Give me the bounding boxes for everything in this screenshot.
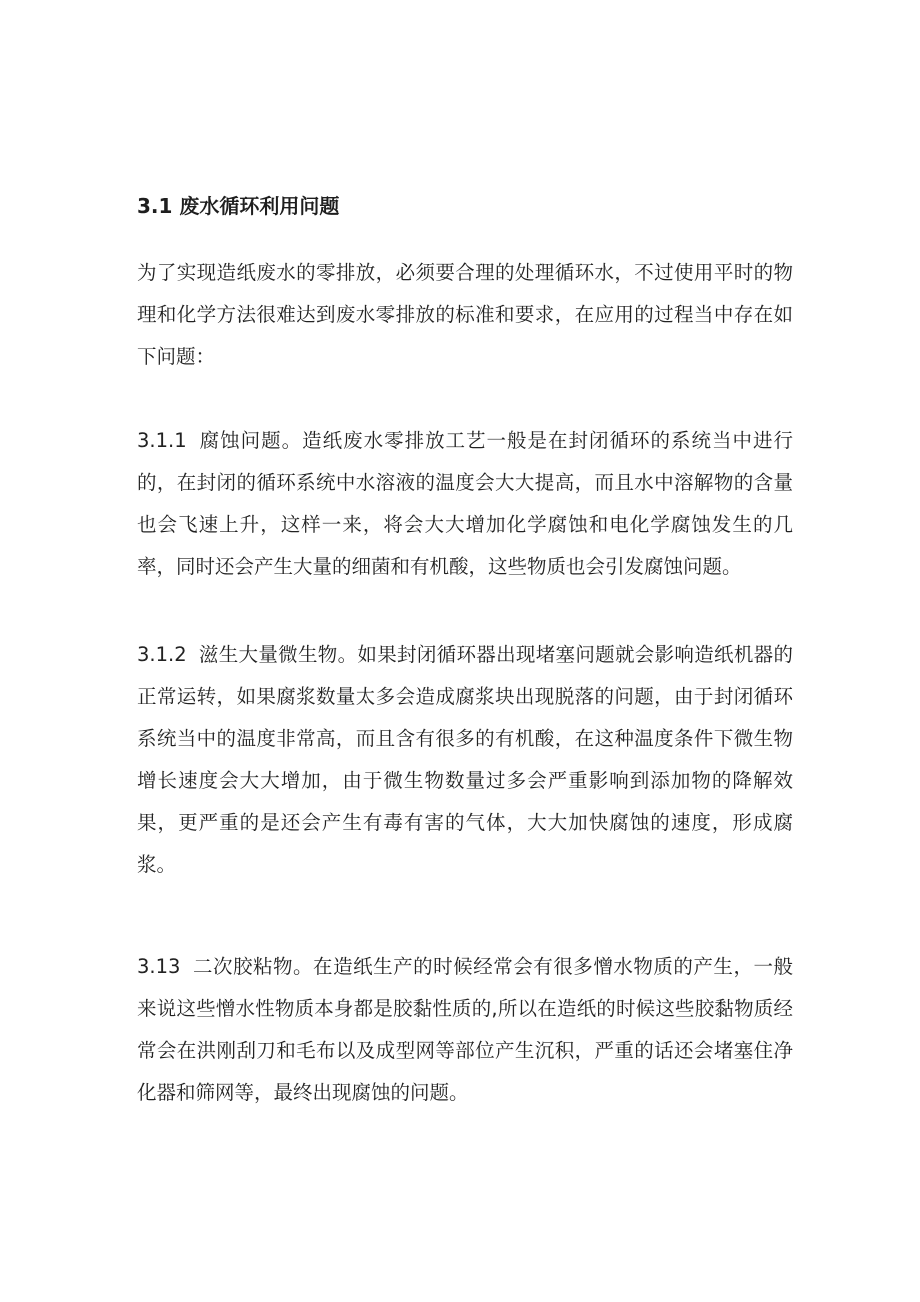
paragraph-number: 3.1.1 bbox=[137, 429, 187, 452]
intro-paragraph bbox=[137, 252, 793, 378]
paragraph-number: 3.1.2 bbox=[137, 643, 187, 666]
paragraph-text: 腐蚀问题。造纸废水零排放工艺一般是在封闭循环的系统当中进行的，在封闭的循环系统中水溶液的温度会大大提高，而且水中溶解物的含量也会飞速上升，这样一来，将会大大增加化学腐蚀和电化学腐蚀发生的几率，同时还会产生大量的细菌和有机酸，这些物质也会引发腐蚀问题。 bbox=[137, 429, 793, 578]
paragraph-text: 滋生大量微生物。如果封闭循环器出现堵塞问题就会影响造纸机器的正常运转，如果腐浆数量太多会造成腐浆块出现脱落的问题，由于封闭循环系统当中的温度非常高，而且含有很多的有机酸，在这种温度条件下微生物增长速度会大大增加，由于微生物数量过多会严重影响到添加物的降解效果，更严重的是还会产生有毒有害的气体，大大加快腐蚀的速度，形成腐浆。 bbox=[137, 643, 793, 876]
paragraph-stickies bbox=[137, 946, 793, 1114]
paragraph-number: 3.13 bbox=[137, 955, 181, 978]
paragraph-corrosion bbox=[137, 420, 793, 588]
section-heading: 3.1 废水循环利用问题 bbox=[137, 194, 340, 218]
paragraph-microorganisms bbox=[137, 634, 793, 886]
paragraph-text: 为了实现造纸废水的零排放，必须要合理的处理循环水，不过使用平时的物理和化学方法很难达到废水零排放的标准和要求，在应用的过程当中存在如下问题： bbox=[137, 261, 793, 368]
paragraph-text: 二次胶粘物。在造纸生产的时候经常会有很多憎水物质的产生，一般来说这些憎水性物质本身都是胶黏性质的,所以在造纸的时候这些胶黏物质经常会在洪刚刮刀和毛布以及成型网等部位产生沉积，严重的话还会堵塞住净化器和筛网等，最终出现腐蚀的问题。 bbox=[137, 955, 793, 1104]
